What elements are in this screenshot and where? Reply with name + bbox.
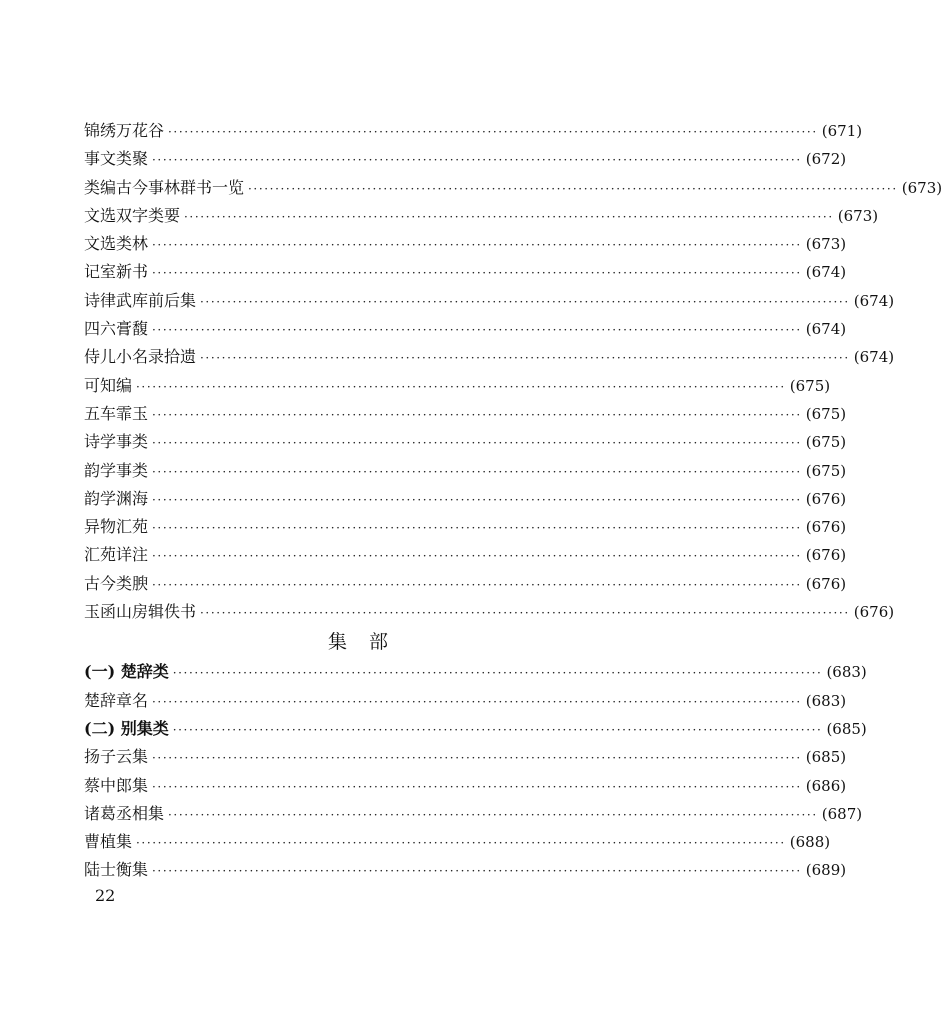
toc-entry — [84, 400, 847, 428]
dot-leader: ························································································································ — [152, 238, 802, 253]
toc-entry — [84, 258, 847, 286]
toc-entry-title: 文选类林 — [84, 234, 149, 254]
toc-entry-title: 可知编 — [84, 375, 133, 395]
dot-leader: ························································································································ — [152, 436, 802, 451]
toc-entry-title: 诗学事类 — [84, 432, 149, 452]
dot-leader: ························································································································ — [168, 125, 818, 139]
page-number: 22 — [95, 886, 116, 905]
dot-leader: ························································································································ — [152, 779, 802, 794]
toc-entry — [84, 856, 847, 884]
toc-entry — [84, 174, 942, 202]
dot-leader: ························································································································ — [152, 492, 802, 507]
toc-entry — [84, 202, 879, 230]
toc-entry-title: 曹植集 — [84, 832, 133, 852]
dot-leader: ························································································································ — [152, 549, 802, 564]
toc-entry — [84, 715, 867, 743]
dot-leader: ························································································································ — [152, 577, 802, 592]
dot-leader: ························································································································ — [152, 751, 802, 766]
dot-leader: ························································································································ — [168, 807, 818, 822]
toc-entry — [84, 230, 847, 258]
toc-entry-page: (675) — [805, 433, 847, 452]
toc-entry — [84, 658, 867, 686]
dot-leader: ························································································································ — [152, 694, 802, 709]
toc-entry-page: (672) — [805, 150, 847, 169]
dot-leader: ························································································································ — [152, 323, 802, 338]
toc-entry — [84, 428, 847, 456]
dot-leader: ························································································································ — [200, 606, 850, 621]
toc-entry-title: (一) 楚辞类 — [84, 662, 169, 682]
toc-entry-page: (685) — [805, 748, 847, 767]
toc-entry-title: 四六膏馥 — [84, 319, 149, 339]
toc-entry-title: 玉函山房辑佚书 — [84, 602, 197, 622]
dot-leader: ························································································································ — [172, 722, 823, 737]
toc-entry-page: (674) — [853, 291, 895, 310]
toc-entry-title: 蔡中郎集 — [84, 775, 149, 795]
toc-entry-page: (685) — [826, 719, 867, 738]
toc-entry-title: 事文类聚 — [84, 149, 149, 169]
toc-entry — [84, 541, 847, 569]
toc-entry-page: (683) — [805, 691, 847, 710]
toc-entry-page: (688) — [789, 833, 831, 852]
toc-entry-page: (676) — [853, 603, 895, 622]
dot-leader: ························································································································ — [184, 209, 834, 224]
toc-entry-page: (675) — [805, 404, 847, 423]
toc-entry — [84, 743, 847, 771]
toc-entry — [84, 800, 863, 828]
dot-leader: ························································································································ — [152, 407, 802, 422]
toc-entry-page: (674) — [805, 320, 847, 339]
toc-entry-title: 侍儿小名录拾遗 — [84, 347, 197, 367]
toc-entry-page: (675) — [789, 376, 831, 395]
toc-entry — [84, 772, 847, 800]
toc-entry-page: (683) — [826, 663, 867, 682]
toc-entry-title: 诗律武库前后集 — [84, 290, 197, 310]
dot-leader: ························································································································ — [136, 379, 786, 394]
toc-entry-page: (673) — [837, 206, 879, 225]
toc-entry-title: 扬子云集 — [84, 747, 149, 767]
dot-leader: ························································································································ — [152, 864, 802, 879]
toc-list-top — [84, 117, 942, 626]
toc-entry — [84, 315, 847, 343]
dot-leader: ························································································································ — [136, 836, 786, 851]
toc-entry-page: (676) — [805, 546, 847, 565]
toc-entry — [84, 145, 847, 173]
dot-leader: ························································································································ — [152, 521, 802, 536]
toc-entry — [84, 485, 847, 513]
dot-leader: ························································································································ — [152, 266, 802, 281]
toc-entry-title: 韵学渊海 — [84, 488, 149, 508]
dot-leader: ························································································································ — [152, 464, 802, 479]
toc-entry-page: (673) — [901, 178, 942, 197]
toc-entry — [84, 287, 895, 315]
toc-entry-title: 楚辞章名 — [84, 690, 149, 710]
table-of-contents — [84, 117, 942, 885]
toc-entry — [84, 513, 847, 541]
toc-entry-page: (686) — [805, 776, 847, 795]
toc-entry-title: 锦绣万花谷 — [84, 121, 165, 140]
section-heading: 集部 — [327, 631, 410, 654]
toc-entry-title: 汇苑详注 — [84, 545, 149, 565]
toc-entry-page: (689) — [805, 861, 847, 880]
toc-entry-page: (674) — [853, 348, 895, 367]
toc-entry-title: 诸葛丞相集 — [84, 803, 165, 823]
toc-entry-page: (675) — [805, 461, 847, 480]
dot-leader: ························································································································ — [248, 181, 898, 196]
toc-entry-title: 文选双字类要 — [84, 205, 181, 225]
dot-leader: ························································································································ — [152, 153, 802, 168]
toc-entry-title: 韵学事类 — [84, 460, 149, 480]
toc-entry-page: (671) — [821, 122, 863, 140]
dot-leader: ························································································································ — [200, 351, 850, 366]
toc-entry-page: (687) — [821, 804, 863, 823]
toc-entry-title: 陆士衡集 — [84, 860, 149, 880]
toc-entry-title: 类编古今事林群书一览 — [84, 177, 245, 197]
toc-list-bottom — [84, 658, 867, 884]
toc-entry-title: 记室新书 — [84, 262, 149, 282]
toc-entry-title: (二) 别集类 — [84, 718, 169, 738]
toc-entry — [84, 570, 847, 598]
toc-entry-title: 异物汇苑 — [84, 517, 149, 537]
toc-entry — [84, 687, 847, 715]
toc-entry-page: (676) — [805, 489, 847, 508]
toc-entry-page: (673) — [805, 235, 847, 254]
toc-entry-title: 古今类腴 — [84, 573, 149, 593]
toc-entry — [84, 372, 831, 400]
toc-entry-page: (676) — [805, 518, 847, 537]
dot-leader: ························································································································ — [172, 666, 823, 681]
toc-entry — [84, 598, 895, 626]
toc-entry — [84, 117, 863, 145]
toc-entry — [84, 457, 847, 485]
toc-entry-page: (676) — [805, 574, 847, 593]
dot-leader: ························································································································ — [200, 294, 850, 309]
toc-entry — [84, 343, 895, 371]
toc-entry — [84, 828, 831, 856]
toc-entry-page: (674) — [805, 263, 847, 282]
toc-entry-title: 五车霏玉 — [84, 403, 149, 423]
